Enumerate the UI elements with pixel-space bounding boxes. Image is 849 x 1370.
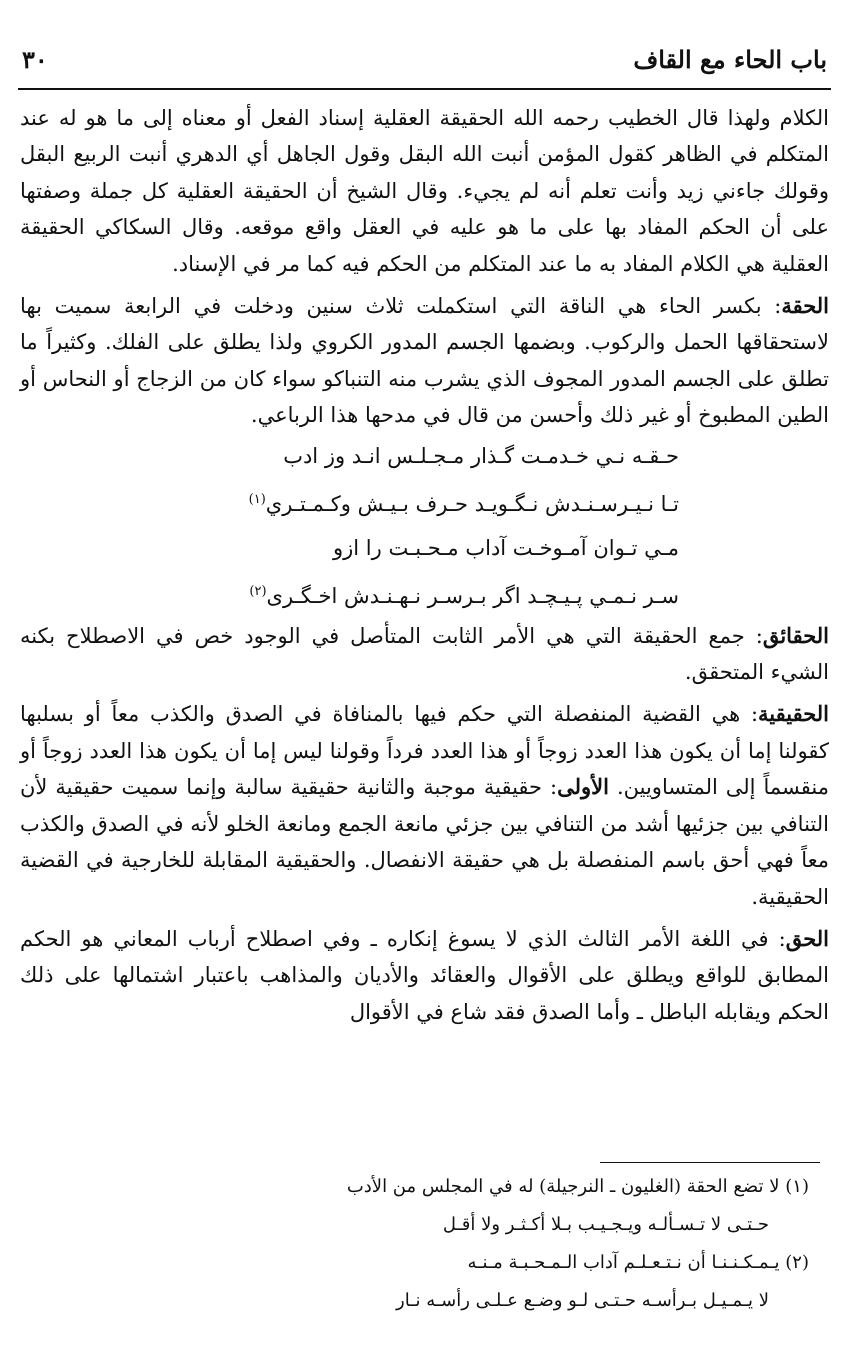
footnote-text: يـمـكـنـنـا أن نـتـعـلـم آداب الـمـحـبـة مـنـه xyxy=(467,1252,780,1273)
entry-term: الحقة xyxy=(781,293,829,319)
persian-verse xyxy=(20,434,829,618)
footnote-1 xyxy=(60,1168,809,1206)
entry-term: الحقيقية xyxy=(758,701,829,727)
entry-huqqa xyxy=(20,288,829,434)
footnote-1-line-2: حـتـى لا تـسـألـه ويـجـيـب بـلا أكـثـر ولا أقـل xyxy=(442,1214,769,1235)
entry-term: الحقائق xyxy=(762,622,829,648)
header-rule xyxy=(18,88,831,90)
inline-bold-term: الأولى xyxy=(557,774,609,800)
footnote-marker: (٢) xyxy=(249,583,267,599)
entry-text: : هي القضية المنفصلة التي حكم فيها بالمنافاة في الصدق والكذب معاً أو بسلبها كقولنا إما أن يكون هذا العدد زوجاً أو هذا العدد فرداً وقولنا ليس إما أن يكون هذا العدد زوجاً أو منقسماً إلى المتساويين. xyxy=(20,702,829,800)
footnote-number: (١) xyxy=(785,1176,809,1197)
footnote-2-line-2: لا يـمـيـل بـرأسـه حـتـى لـو وضـع عـلـى رأسـه نـار xyxy=(396,1290,769,1311)
verse-line: حـقـه نـي خـدمـت گـذار مـجـلـس انـد وز ادب xyxy=(283,443,679,468)
footnote-rule xyxy=(600,1162,820,1163)
page-number: ٣٠ xyxy=(22,44,48,74)
footnote-text: لا تضع الحقة (الغليون ـ النرجيلة) له في المجلس من الأدب xyxy=(346,1176,780,1197)
page-header xyxy=(22,36,827,82)
entry-text: : جمع الحقيقة التي هي الأمر الثابت المتأصل في الوجود خص في الاصطلاح بكنه الشيء المتحقق. xyxy=(20,623,829,685)
verse-line: سـر نـمـي پـيـچـد اگر بـرسـر نـهـنـدش اخـگـرى$^{(٢)}$ xyxy=(249,583,679,608)
running-title: باب الحاء مع القاف xyxy=(633,44,827,74)
entry-haqiqiyya xyxy=(20,696,829,914)
footnote-2 xyxy=(60,1244,809,1282)
verse-line: تـا نـيـرسـنـدش نـگـويـد حـرف بـيـش وكـمـتـري$^{(١)}$ xyxy=(248,491,679,516)
entry-text: : في اللغة الأمر الثالث الذي لا يسوغ إنكاره ـ وفي اصطلاح أرباب المعاني هو الحكم المطابق للواقع ويطلق على الأقوال والعقائد والأديان والمذاهب باعتبار اشتمالها على ذلك الحكم ويقابله الباطل ـ وأما الصدق فقد شاع في الأقوال xyxy=(20,926,829,1024)
footnotes xyxy=(60,1168,809,1320)
main-text xyxy=(20,100,829,1030)
entry-haqaiq xyxy=(20,618,829,691)
footnote-number: (٢) xyxy=(785,1252,809,1273)
entry-haqq xyxy=(20,921,829,1030)
footnote-marker: (١) xyxy=(248,491,266,507)
verse-line: مـي تـوان آمـوخـت آداب مـحـبـت را ازو xyxy=(333,535,679,560)
entry-text: : بكسر الحاء هي الناقة التي استكملت ثلاث سنين ودخلت في الرابعة سميت بها لاستحقاقها الحمل والركوب. وبضمها الجسم المدور الكروي ولذا يطلق على الفلك. وكثيراً ما تطلق على الجسم المدور المجوف الذي يشرب منه التنباكو سواء كان من الزجاج أو النحاس أو الطين المطبوخ أو غير ذلك وأحسن من قال في مدحها هذا الرباعي. xyxy=(20,294,829,428)
entry-text: : حقيقية موجبة والثانية حقيقية سالبة وإنما سميت حقيقية لأن التنافي بين جزئيها أشد من التنافي بين جزئي مانعة الجمع ومانعة الخلو لأنه في الصدق والكذب معاً فهي أحق باسم المنفصلة بل هي حقيقة الانفصال. والحقيقية المقابلة للخارجية في القضية الحقيقية. xyxy=(20,775,829,909)
paragraph-continuation: الكلام ولهذا قال الخطيب رحمه الله الحقيقة العقلية إسناد الفعل أو معناه إلى ما هو له عند المتكلم في الظاهر كقول المؤمن أنبت الله البقل وقول الجاهل أي الدهري أنبت الربيع البقل وقولك جاءني زيد وأنت تعلم أنه لم يجيء. وقال الشيخ أن الحقيقة العقلية كل جملة وصفتها على أن الحكم المفاد بها على ما هو عليه في العقل واقع موقعه. وقال السكاكي الحقيقة العقلية هي الكلام المفاد به ما عند المتكلم من الحكم فيه كما مر في الإسناد. xyxy=(20,106,829,276)
entry-term: الحق xyxy=(785,925,829,951)
